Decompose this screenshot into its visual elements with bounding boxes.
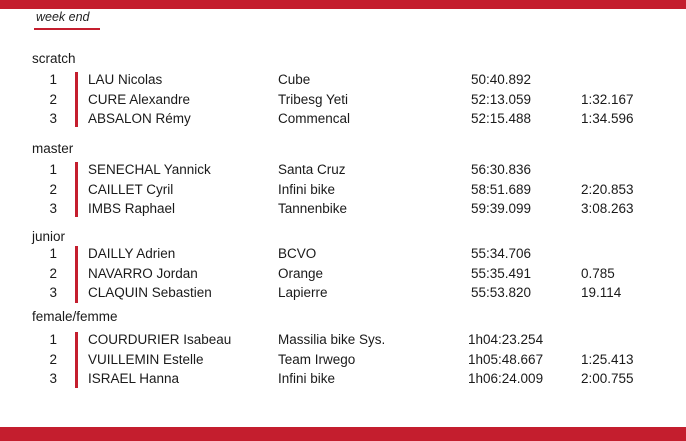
time-gap: 0.785 — [581, 265, 615, 281]
race-time: 52:15.488 — [471, 111, 532, 126]
race-time: 50:40.892 — [471, 72, 532, 87]
top-accent-bar — [0, 0, 686, 9]
position: 2 — [49, 265, 57, 281]
rider-name: DAILLY Adrien — [88, 246, 176, 261]
race-time: 56:30.836 — [471, 162, 532, 177]
time-gap: 3:08.263 — [581, 201, 634, 216]
rider-name: CAILLET Cyril — [88, 181, 174, 197]
results-list — [32, 244, 652, 303]
team-name: Infini bike — [278, 371, 336, 386]
rider-name: CURE Alexandre — [88, 91, 191, 107]
result-row — [32, 199, 652, 219]
time-gap: 19.114 — [581, 285, 622, 300]
team-name: Lapierre — [278, 285, 328, 300]
section-label: week end — [36, 10, 90, 24]
result-row — [32, 350, 652, 370]
team-name: Tribesg Yeti — [278, 91, 349, 107]
position: 1 — [49, 162, 57, 177]
team-name: Infini bike — [278, 181, 336, 197]
result-row — [32, 70, 652, 90]
team-name: Santa Cruz — [278, 162, 346, 177]
category-title: master — [32, 141, 74, 156]
team-name: Team Irwego — [278, 351, 356, 367]
time-gap: 1:25.413 — [581, 351, 634, 367]
section-label-underline — [34, 28, 100, 30]
rider-name: ABSALON Rémy — [88, 111, 191, 126]
result-row — [32, 283, 652, 303]
result-row — [32, 180, 652, 200]
results-list — [32, 70, 652, 129]
rider-name: LAU Nicolas — [88, 72, 163, 87]
position: 3 — [49, 371, 57, 386]
time-gap: 1:32.167 — [581, 91, 634, 107]
race-time: 55:53.820 — [471, 285, 532, 300]
time-gap: 2:20.853 — [581, 181, 634, 197]
race-time: 55:34.706 — [471, 246, 532, 261]
category-title: scratch — [32, 51, 76, 66]
result-row — [32, 369, 652, 389]
team-name: Orange — [278, 265, 324, 281]
position: 1 — [49, 246, 57, 261]
results-list — [32, 160, 652, 219]
rider-name: NAVARRO Jordan — [88, 265, 198, 281]
category-title: female/femme — [32, 309, 118, 324]
team-name: Tannenbike — [278, 201, 348, 216]
position: 3 — [49, 201, 57, 216]
position: 3 — [49, 285, 57, 300]
race-time: 1h05:48.667 — [468, 351, 544, 367]
result-row — [32, 160, 652, 180]
rider-name: VUILLEMIN Estelle — [88, 351, 204, 367]
rider-name: ISRAEL Hanna — [88, 371, 180, 386]
bottom-accent-bar — [0, 427, 686, 441]
position: 1 — [49, 72, 57, 87]
team-name: Cube — [278, 72, 311, 87]
position: 2 — [49, 91, 57, 107]
race-time: 55:35.491 — [471, 265, 532, 281]
rider-name: IMBS Raphael — [88, 201, 176, 216]
race-time: 1h04:23.254 — [468, 332, 544, 347]
race-time: 52:13.059 — [471, 91, 532, 107]
position: 3 — [49, 111, 57, 126]
result-row — [32, 264, 652, 284]
position: 2 — [49, 181, 57, 197]
team-name: BCVO — [278, 246, 317, 261]
race-time: 59:39.099 — [471, 201, 532, 216]
race-time: 1h06:24.009 — [468, 371, 544, 386]
result-row — [32, 330, 652, 350]
race-time: 58:51.689 — [471, 181, 532, 197]
time-gap: 1:34.596 — [581, 111, 634, 126]
result-row — [32, 90, 652, 110]
rider-name: COURDURIER Isabeau — [88, 332, 232, 347]
position: 1 — [49, 332, 57, 347]
result-row — [32, 109, 652, 129]
time-gap: 2:00.755 — [581, 371, 634, 386]
position: 2 — [49, 351, 57, 367]
rider-name: SENECHAL Yannick — [88, 162, 211, 177]
results-list — [32, 330, 652, 389]
team-name: Commencal — [278, 111, 351, 126]
rider-name: CLAQUIN Sebastien — [88, 285, 212, 300]
result-row — [32, 244, 652, 264]
team-name: Massilia bike Sys. — [278, 332, 386, 347]
category-title: junior — [32, 229, 66, 244]
